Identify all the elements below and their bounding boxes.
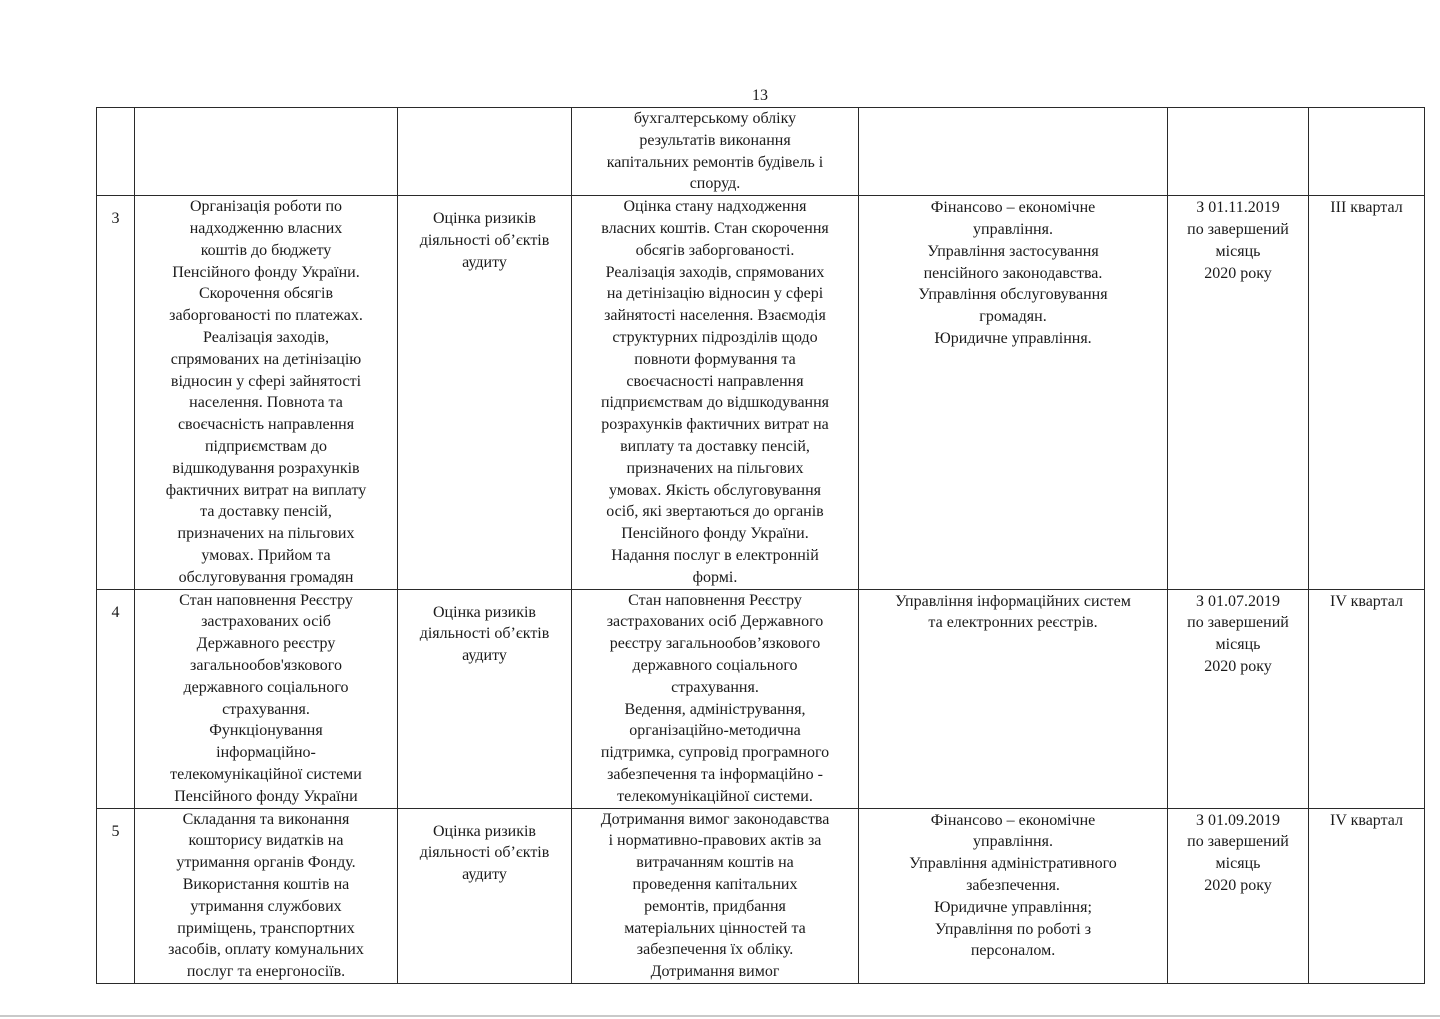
text-line: діяльності об’єктів [419, 844, 550, 862]
text-line: Реалізація заходів, [203, 328, 329, 346]
text-line: капітальних ремонтів будівель і [606, 153, 824, 171]
table-row [97, 108, 1425, 196]
text-line: застрахованих осіб [201, 613, 331, 631]
text-line: зайнятості населення. Взаємодія [604, 307, 826, 325]
text-line: приміщень, транспортних [177, 919, 355, 937]
text-line: Функціонування [209, 722, 323, 740]
text-line: застрахованих осіб Державного [606, 613, 824, 631]
text-line: персоналом. [970, 942, 1056, 960]
text-line: Скорочення обсягів [198, 285, 333, 303]
text-line: 2020 року [1204, 876, 1272, 894]
text-line: аудиту [462, 647, 507, 665]
text-line: державного соціального [632, 656, 798, 674]
text-line: по завершений [1187, 220, 1289, 238]
text-line: Юридичне управління; [934, 898, 1092, 916]
text-line: та електронних реєстрів. [928, 614, 1098, 632]
audit-scope [572, 808, 859, 983]
text-line: матеріальних цінностей та [624, 919, 806, 937]
text-line: підтримка, супровід програмного [600, 744, 830, 762]
text-line: діяльності об’єктів [419, 625, 550, 643]
text-line: забезпечення та інформаційно - [607, 765, 823, 783]
responsible-units [859, 589, 1168, 808]
text-line: аудиту [462, 866, 507, 884]
row-number: 3 [97, 196, 135, 589]
text-line: пенсійного законодавства. [923, 264, 1103, 282]
scan-edge-line [0, 1015, 1440, 1017]
text-line: Реалізація заходів, спрямованих [605, 263, 825, 281]
row-number [97, 108, 135, 196]
text-line: державного соціального [183, 678, 349, 696]
text-line: Управління адміністративного [909, 855, 1117, 873]
text-line: Використання коштів на [182, 875, 350, 893]
text-line: діяльності об’єктів [419, 231, 550, 249]
text-line: відносин у сфері зайнятості [170, 372, 362, 390]
audit-subject [135, 196, 398, 589]
audit-subject [135, 808, 398, 983]
text-line: умовах. Прийом та [201, 546, 331, 564]
text-line: Управління обслуговування [918, 286, 1108, 304]
audit-term: ІІІ квартал [1309, 196, 1425, 589]
text-line: обслуговування громадян [178, 568, 354, 586]
text-line: витрачанням коштів на [636, 854, 794, 872]
text-line: структурних підрозділів щодо [612, 328, 818, 346]
text-line: надходженню власних [189, 219, 343, 237]
text-line: Дотримання вимог законодавства [600, 810, 830, 828]
text-line: страхування. [222, 700, 310, 718]
text-line: населення. Повнота та [189, 394, 343, 412]
text-line: виплату та доставку пенсій, [620, 437, 810, 455]
text-line: Державного реєстру [196, 635, 336, 653]
audit-scope [572, 196, 859, 589]
text-line: своєчасності направлення [626, 372, 804, 390]
audit-scope [572, 108, 859, 196]
text-line: і нормативно-правових актів за [608, 832, 822, 850]
text-line: власних коштів. Стан скорочення [601, 219, 829, 237]
text-line: забезпечення їх обліку. [636, 941, 794, 959]
text-line: Дотримання вимог [650, 963, 780, 981]
text-line: Управління застосування [927, 242, 1099, 260]
text-line: телекомунікаційної системи. [617, 787, 813, 805]
text-line: Пенсійного фонду України. [172, 263, 360, 281]
row-number: 4 [97, 589, 135, 808]
page-number: 13 [752, 87, 768, 104]
text-line: місяць [1215, 636, 1261, 654]
text-line: аудиту [462, 253, 507, 271]
audit-period [1168, 108, 1309, 196]
table-row [97, 808, 1425, 983]
audit-type [398, 589, 572, 808]
audit-type [398, 108, 572, 196]
text-line: реєстру загальнообов’язкового [609, 635, 821, 653]
text-line: проведення капітальних [632, 875, 798, 893]
responsible-units [859, 108, 1168, 196]
text-line: З 01.09.2019 [1195, 811, 1280, 829]
text-line: результатів виконання [639, 131, 791, 149]
text-line: коштів до бюджету [200, 241, 332, 259]
text-line: Управління інформаційних систем [895, 592, 1131, 610]
text-line: споруд. [689, 175, 741, 193]
text-line: по завершений [1187, 614, 1289, 632]
text-line: призначених на пільгових [626, 459, 804, 477]
text-line: 2020 року [1204, 657, 1272, 675]
text-line: Ведення, адміністрування, [624, 700, 806, 718]
text-line: умовах. Якість обслуговування [609, 481, 821, 499]
audit-period [1168, 808, 1309, 983]
responsible-units [859, 808, 1168, 983]
text-line: інформаційно- [216, 744, 316, 762]
audit-period [1168, 196, 1309, 589]
audit-subject [135, 108, 398, 196]
text-line: організаційно-методична [629, 722, 801, 740]
text-line: Оцінка ризиків [433, 822, 536, 840]
text-line: підприємствам до [204, 437, 328, 455]
text-line: Фінансово – економічне [930, 811, 1096, 829]
audit-type [398, 808, 572, 983]
table-row [97, 196, 1425, 589]
audit-type [398, 196, 572, 589]
text-line: підприємствам до відшкодування [600, 394, 830, 412]
text-line: своєчасність направлення [177, 416, 355, 434]
text-line: Організація роботи по [189, 198, 343, 216]
text-line: загальнообов'язкового [190, 656, 342, 674]
text-line: заборгованості по платежах. [169, 307, 363, 325]
text-line: Складання та виконання [182, 810, 350, 828]
text-line: телекомунікаційної системи [170, 765, 362, 783]
text-line: призначених на пільгових [177, 525, 355, 543]
audit-subject [135, 589, 398, 808]
text-line: по завершений [1187, 833, 1289, 851]
text-line: Стан наповнення Реєстру [179, 591, 353, 609]
text-line: формі. [692, 568, 738, 586]
text-line: 2020 року [1204, 264, 1272, 282]
text-line: відшкодування розрахунків [172, 459, 360, 477]
text-line: забезпечення. [966, 876, 1060, 894]
text-line: утримання органів Фонду. [176, 854, 356, 872]
text-line: та доставку пенсій, [200, 503, 332, 521]
text-line: управління. [973, 220, 1053, 238]
audit-term [1309, 108, 1425, 196]
text-line: ремонтів, придбання [644, 897, 786, 915]
text-line: спрямованих на детінізацію [170, 350, 362, 368]
text-line: місяць [1215, 855, 1261, 873]
text-line: Надання послуг в електронній [611, 546, 819, 564]
text-line: З 01.07.2019 [1195, 592, 1280, 610]
text-line: громадян. [979, 308, 1047, 326]
text-line: розрахунків фактичних витрат на [601, 416, 829, 434]
text-line: Юридичне управління. [934, 329, 1092, 347]
text-line: Оцінка ризиків [433, 603, 536, 621]
text-line: Пенсійного фонду України. [621, 525, 809, 543]
text-line: повноти формування та [634, 350, 796, 368]
row-number: 5 [97, 808, 135, 983]
text-line: обсягів заборгованості. [635, 241, 795, 259]
audit-term: ІV квартал [1309, 808, 1425, 983]
text-line: місяць [1215, 242, 1261, 260]
audit-period [1168, 589, 1309, 808]
text-line: фактичних витрат на виплату [165, 481, 367, 499]
text-line: Фінансово – економічне [930, 199, 1096, 217]
audit-plan-table [96, 107, 1425, 984]
text-line: Управління по роботі з [934, 920, 1092, 938]
table-row [97, 589, 1425, 808]
text-line: на детінізацію відносин у сфері [606, 285, 824, 303]
text-line: утримання службових [190, 897, 342, 915]
text-line: кошторису видатків на [188, 832, 344, 850]
responsible-units [859, 196, 1168, 589]
text-line: засобів, оплату комунальних [168, 941, 364, 959]
text-line: страхування. [671, 678, 759, 696]
audit-term: ІV квартал [1309, 589, 1425, 808]
text-line: Оцінка ризиків [433, 210, 536, 228]
text-line: бухгалтерському обліку [633, 110, 797, 127]
text-line: послуг та енергоносіїв. [186, 963, 346, 981]
text-line: З 01.11.2019 [1196, 199, 1280, 217]
text-line: Оцінка стану надходження [623, 198, 807, 216]
text-line: Стан наповнення Реєстру [628, 591, 802, 609]
text-line: Пенсійного фонду України [174, 787, 358, 805]
text-line: осіб, які звертаються до органів [606, 503, 824, 521]
audit-scope [572, 589, 859, 808]
text-line: управління. [973, 833, 1053, 851]
